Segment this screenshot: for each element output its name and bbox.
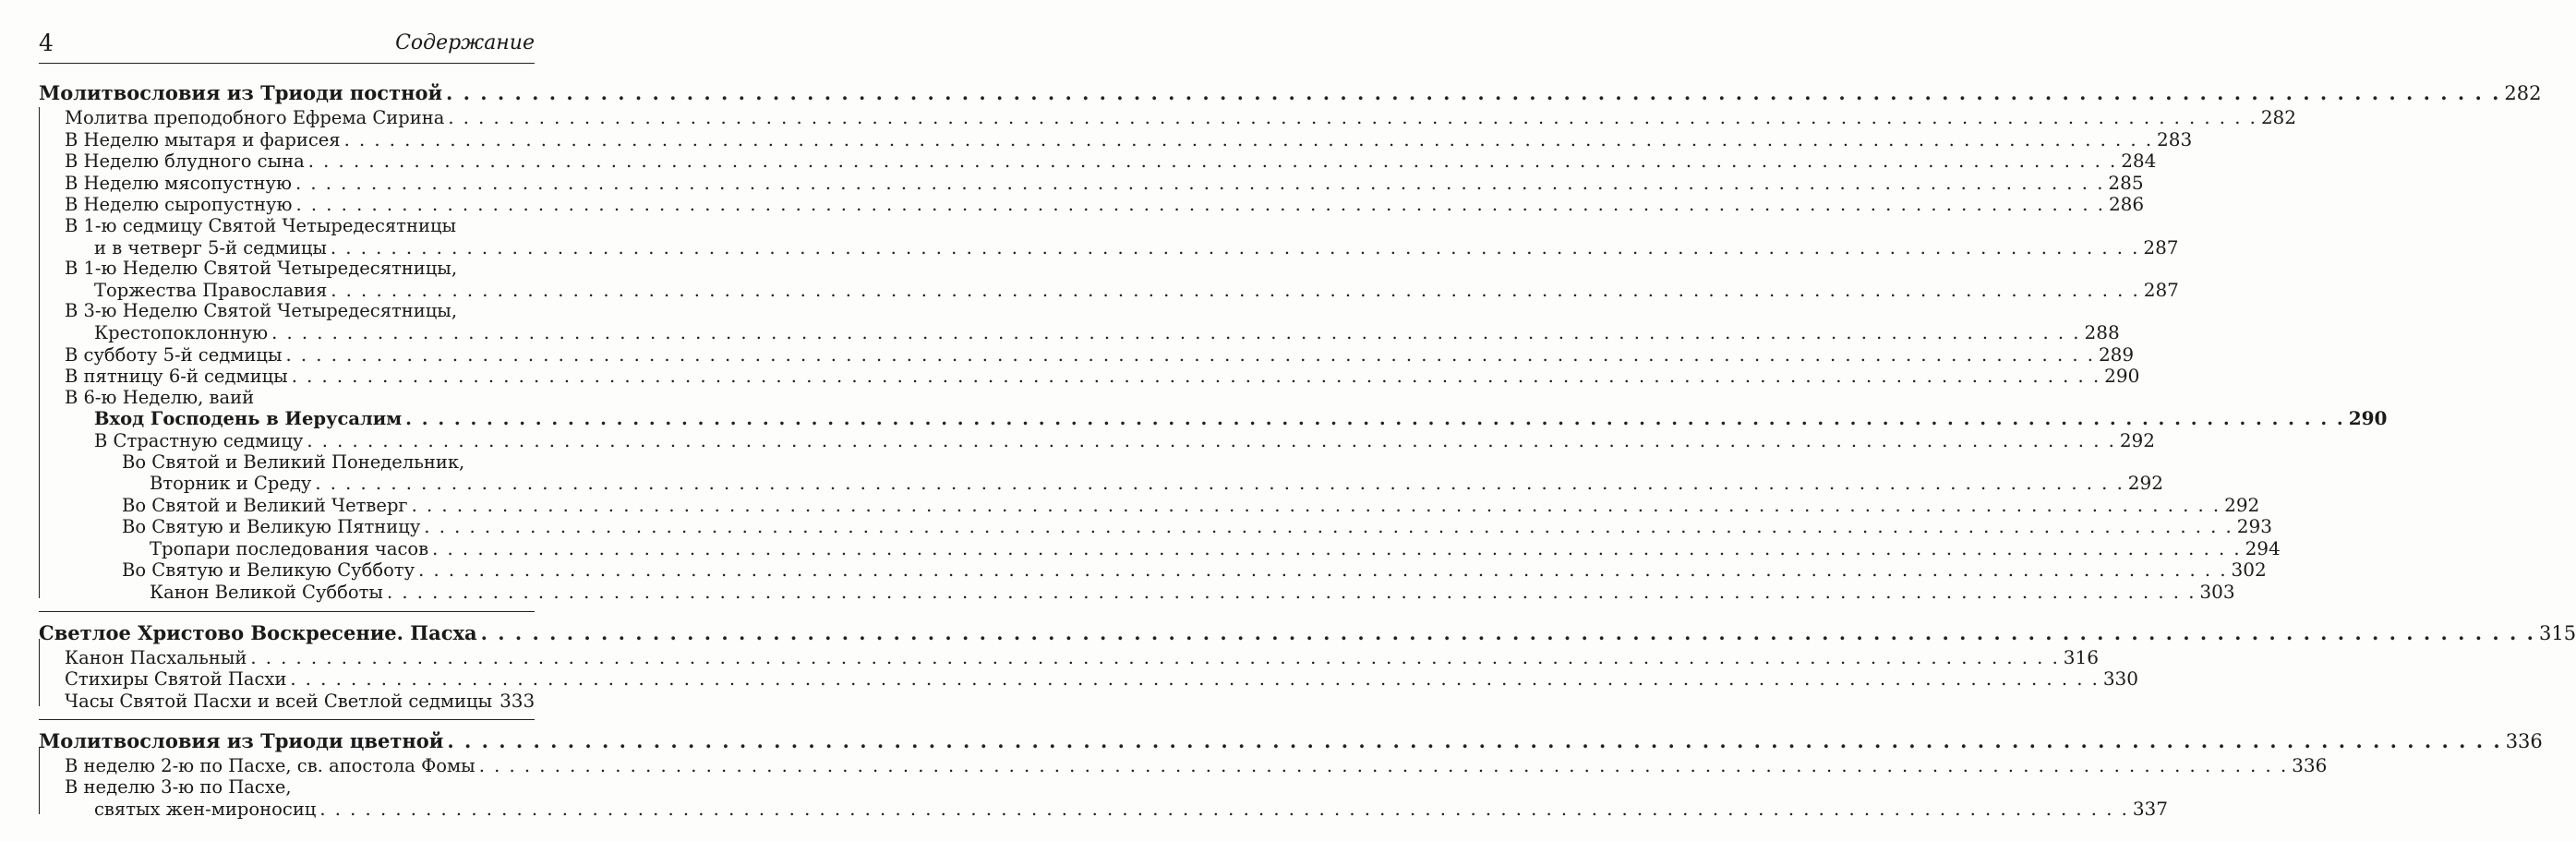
toc-entry[interactable] (39, 515, 2272, 538)
toc-entry[interactable] (39, 216, 535, 237)
toc-entry[interactable] (39, 536, 2281, 560)
toc-entry[interactable] (39, 559, 2267, 582)
dot-leader: . . . . . . . . . . . . . . . . . . . . . . . . . . . . . . . . . . . . . . . . . . . . . . . . . . . . . . . . . . . . . . . . . . . . . . . . . . . . . . . . . . . . . . . . . . . . . . . . . . . . . . . . . . . . . . . . . . . . . . . . (285, 343, 2095, 366)
toc-entry[interactable] (39, 258, 535, 280)
toc-entry[interactable] (39, 472, 2163, 495)
toc-entry[interactable] (39, 127, 2193, 151)
dot-leader: . . . . . . . . . . . . . . . . . . . . . . . . . . . . . . . . . . . . . . . . . . . . . . . . . . . . . . . . . . . . . . . . . . . . . . . . . . . . . . . . . . . . . . . . . . . . . . . . . . . . . . . . . . . . . . . . . . . . . . . . (295, 194, 2105, 216)
dot-leader: . . . . . . . . . . . . . . . . . . . . . . . . . . . . . . . . . . . . . . . . . . . . . . . . . . . . . . . . . . . . . . . . . . . . . . . . . . . . . . . . . . . . . . . . . . . . . . . . . . . . . . . . . . . . . . . . . . . . . . . . (307, 150, 2118, 173)
toc-entry[interactable] (39, 301, 535, 322)
toc-entry[interactable] (39, 645, 2099, 669)
entry-page: 293 (2236, 515, 2272, 538)
entry-title: В Неделю блудного сына (65, 150, 305, 173)
entry-page: 285 (2108, 171, 2144, 194)
heading-title: Молитвословия из Триоди цветной (39, 729, 444, 753)
entry-title: В пятницу 6-й седмицы (65, 366, 288, 388)
entry-title: Во Святой и Великий Четверг (122, 494, 408, 516)
dot-leader: . . . . . . . . . . . . . . . . . . . . . . . . . . . . . . . . . . . . . . . . . . . . . . . . . . . . . . . . . . . . . . . . . . . . . . . . . . . . . . . . . . . . . . . . . . . . . . . . . . . . . . . . . . . . . . . . . . . . . . . . (386, 582, 2197, 604)
toc-entry[interactable] (39, 365, 2140, 388)
entry-page: 303 (2199, 581, 2235, 604)
entry-title: Канон Великой Субботы (150, 582, 383, 604)
entry-page: 283 (2157, 127, 2193, 150)
dot-leader: . . . . . . . . . . . . . . . . . . . . . . . . . . . . . . . . . . . . . . . . . . . . . . . . . . . . . . . . . . . . . . . . . . . . . . . . . . . . . . . . . . . . . . . . . . . . . . . . . . . . . . . . . . . . . . . . . . . . . . . . (411, 494, 2221, 516)
entry-page: 290 (2348, 407, 2388, 430)
entry-page: 302 (2231, 559, 2267, 582)
entry-page: 333 (500, 689, 536, 712)
section-divider (39, 719, 535, 720)
entry-page: 292 (2127, 472, 2163, 495)
entry-title: и в четверг 5-й седмицы (94, 236, 327, 258)
toc-entry[interactable] (39, 235, 2179, 259)
header-rule (39, 63, 535, 64)
dot-leader: . . . . . . . . . . . . . . . . . . . . . . . . . . . . . . . . . . . . . . . . . . . . . . . . . . . . . . . . . . . . . . . . . . . . . . . . . . . . . . . . . . . . . . . . . . . . . . . . . . . . . . . . . . . . . . . . . . . . . . . . (315, 473, 2125, 495)
dot-leader: . . . . . . . . . . . . . . . . . . . . . . . . . . . . . . . . . . . . . . . . . . . . . . . . . . . . . . . . . . . . . . . . . . . . . . . . . . . . . . . . . . . . . . . . . . . . . . . . . . . . . . . . . . . . . . . . . . . . . . . . (418, 559, 2228, 582)
toc-entry[interactable] (39, 171, 2144, 195)
section-divider (39, 611, 535, 612)
entry-page: 284 (2121, 150, 2157, 173)
heading-page: 315 (2538, 621, 2576, 644)
entry-title: В субботу 5-й седмицы (65, 343, 283, 366)
dot-leader: . . . . . . . . . . . . . . . . . . . . . . . . . . . . . . . . . . . . . . . . . . . . . . . . . . . . . . . . . . . . . . . . . . . . . . . . . . . . . . . . . . . . . . . . . . . . . . . . . . . . . . . . . . . . . . . . . . . . . . . . (291, 366, 2101, 388)
entry-page: 337 (2132, 797, 2168, 820)
dot-leader: . . . . . . . . . . . . . . . . . . . . . . . . . . . . . . . . . . . . . . . . . . . . . . . . . . . . . . . . . . . . . . . . . . . . . . . . . . . . . . . . . . . . . . . . . . . . . . . . . . . . . . . . . . . . . . . . . . . . . . . . (331, 279, 2140, 301)
entry-page: 282 (2260, 106, 2296, 128)
entry-page: 288 (2084, 320, 2120, 343)
toc-entry[interactable] (39, 278, 2179, 302)
entry-title: В Неделю мытаря и фарисея (65, 128, 341, 150)
toc-section-heading[interactable] (39, 79, 2542, 107)
entry-title: Часы Святой Пасхи и всей Светлой седмицы (65, 690, 493, 712)
entry-title: Вторник и Среду (150, 473, 312, 495)
page-header (39, 28, 535, 61)
entry-title: Тропари последования часов (150, 537, 429, 559)
entry-title: В Страстную седмицу (94, 429, 304, 451)
entry-title: Во Святую и Великую Субботу (122, 559, 415, 582)
entry-page: 316 (2063, 645, 2099, 668)
toc-section (39, 79, 2542, 604)
toc-entry[interactable] (39, 667, 2139, 691)
entry-page: 287 (2143, 278, 2179, 301)
entry-title: святых жен-мироносиц (94, 798, 317, 820)
heading-title: Светлое Христово Воскресение. Пасха (39, 620, 477, 644)
entry-title: Торжества Православия (94, 279, 328, 301)
entry-title: В 6-ю Неделю, ваий (65, 386, 255, 408)
entry-title: Крестопоклонную (94, 321, 269, 343)
entry-title: Молитва преподобного Ефрема Сирина (65, 107, 445, 128)
dot-leader: . . . . . . . . . . . . . . . . . . . . . . . . . . . . . . . . . . . . . . . . . . . . . . . . . . . . . . . . . . . . . . . . . . . . . . . . . . . . . . . . . . . . . . . . . . . . . . . . . . . . . . . . . . . . . . . . . . . . . . . . (330, 236, 2140, 258)
entry-page: 292 (2119, 428, 2155, 451)
dot-leader: . . . . . . . . . . . . . . . . . . . . . . . . . . . . . . . . . . . . . . . . . . . . . . . . . . . . . . . . . . . . . . . . . . . . . . . . . . . . . . . . . . . . . . . . . . . . . . . . . . . . . . . . . . . . . . . . . . . . . . . . (424, 516, 2233, 538)
dot-leader: . . . . . . . . . . . . . . . . . . . . . . . . . . . . . . . . . . . . . . . . . . . . . . . . . . . . . . . . . . . . . . . . . . . . . . . . . . . . . . . . . . . . . . . . . . . . . . . . . . . . . . . . . . . . . . . . . . . . . . . . (290, 668, 2100, 691)
toc-entry[interactable] (39, 691, 535, 713)
entry-page: 294 (2245, 536, 2281, 559)
entry-title: Стихиры Святой Пасхи (65, 668, 287, 691)
entry-title: Канон Пасхальный (65, 646, 247, 668)
toc-entry[interactable] (39, 581, 2235, 604)
toc-entry[interactable] (39, 320, 2120, 344)
dot-leader: . . . . . . . . . . . . . . . . . . . . . . . . . . . . . . . . . . . . . . . . . . . . . . . . . . . . . . . . . . . . . . . . . . . . . . . . . . . . . . . . . . . . . . . . . . . . . . . . . . . . . . . . . . . . . . . . . . . . . . . . (405, 408, 2345, 430)
page-number: 4 (39, 30, 54, 56)
dot-leader: . . . . . . . . . . . . . . . . . . . . . . . . . . . . . . . . . . . . . . . . . . . . . . . . . . . . . . . . . . . . . . . . . . . . . . . . . . . . . . . . . . . . . . . . . . . . . . . . . . . . . . . . . . . . . . . . . . . . . . . . (432, 537, 2242, 559)
table-of-contents (39, 79, 2576, 820)
dot-leader: . . . . . . . . . . . . . . . . . . . . . . . . . . . . . . . . . . . . . . . . . . . . . . . . . . . . . . . . . . . . . . . . . . . . . . . . . . . . . . . . . . . . . . . . . . . . . . . . . . . . . . . . . . . . . . . . . . . . . . . . (446, 81, 2501, 104)
entry-page: 286 (2108, 193, 2145, 216)
toc-entry[interactable] (39, 388, 535, 409)
dot-leader: . . . . . . . . . . . . . . . . . . . . . . . . . . . . . . . . . . . . . . . . . . . . . . . . . . . . . . . . . . . . . . . . . . . . . . . . . . . . . . . . . . . . . . . . . . . . . . . . . . . . . . . . . . . . . . . . . . . . . . . . (271, 321, 2081, 343)
entry-title: В неделю 3-ю по Пасхе, (65, 776, 292, 799)
entry-title: В Неделю мясопустную (65, 172, 292, 194)
entry-page: 330 (2102, 667, 2139, 691)
toc-section-heading[interactable] (39, 619, 2576, 647)
toc-section (39, 719, 2543, 820)
toc-entry[interactable] (39, 797, 2168, 821)
entry-page: 287 (2143, 235, 2179, 258)
section-side-rule (39, 107, 40, 598)
dot-leader: . . . . . . . . . . . . . . . . . . . . . . . . . . . . . . . . . . . . . . . . . . . . . . . . . . . . . . . . . . . . . . . . . . . . . . . . . . . . . . . . . . . . . . . . . . . . . . . . . . . . . . . . . . . . . . . . . . . . . . . . (295, 172, 2105, 194)
toc-entry[interactable] (39, 407, 2388, 430)
dot-leader: . . . . . . . . . . . . . . . . . . . . . . . . . . . . . . . . . . . . . . . . . . . . . . . . . . . . . . . . . . . . . . . . . . . . . . . . . . . . . . . . . . . . . . . . . . . . . . . . . . . . . . . . . . . . . . . . . . . . . . . . (343, 128, 2154, 150)
entry-page: 292 (2224, 493, 2260, 516)
section-side-rule (39, 639, 40, 707)
heading-page: 282 (2504, 82, 2542, 104)
heading-title: Молитвословия из Триоди постной (39, 81, 443, 104)
entry-page: 290 (2104, 365, 2140, 388)
toc-entry[interactable] (39, 193, 2145, 216)
dot-leader: . . . . . . . . . . . . . . . . . . . . . . . . . . . . . . . . . . . . . . . . . . . . . . . . . . . . . . . . . . . . . . . . . . . . . . . . . . . . . . . . . . . . . . . . . . . . . . . . . . . . . . . . . . . . . . . . . . . . . . . . (448, 107, 2257, 128)
entry-title: Вход Господень в Иерусалим (94, 408, 403, 430)
entry-title: В Неделю сыропустную (65, 194, 293, 216)
entry-title: В неделю 2-ю по Пасхе, св. апостола Фомы (65, 755, 475, 777)
entry-title: Во Святой и Великий Понедельник, (122, 451, 465, 473)
entry-title: В 3-ю Неделю Святой Четыредесятницы, (65, 300, 458, 322)
toc-entry[interactable] (39, 150, 2157, 173)
toc-entry[interactable] (39, 493, 2260, 517)
entry-title: В 1-ю седмицу Святой Четыредесятницы (65, 214, 457, 236)
entry-title: В 1-ю Неделю Святой Четыредесятницы, (65, 258, 458, 280)
toc-entry[interactable] (39, 428, 2155, 452)
entry-page: 289 (2098, 342, 2135, 366)
toc-entry[interactable] (39, 754, 2328, 777)
entry-page: 336 (2292, 754, 2328, 777)
toc-section (39, 611, 2576, 713)
entry-title: Во Святую и Великую Пятницу (122, 516, 421, 538)
dot-leader: . . . . . . . . . . . . . . . . . . . . . . . . . . . . . . . . . . . . . . . . . . . . . . . . . . . . . . . . . . . . . . . . . . . . . . . . . . . . . . . . . . . . . . . . . . . . . . . . . . . . . . . . . . . . . . . . . . . . . . . . (307, 429, 2116, 451)
dot-leader: . . . . . . . . . . . . . . . . . . . . . . . . . . . . . . . . . . . . . . . . . . . . . . . . . . . . . . . . . . . . . . . . . . . . . . . . . . . . . . . . . . . . . . . . . . . . . . . . . . . . . . . . . . . . . . . . . . . . . . . . (250, 646, 2060, 668)
toc-entry[interactable] (39, 452, 535, 474)
running-title: Содержание (395, 31, 535, 54)
toc-entry[interactable] (39, 342, 2135, 366)
dot-leader: . . . . . . . . . . . . . . . . . . . . . . . . . . . . . . . . . . . . . . . . . . . . . . . . . . . . . . . . . . . . . . . . . . . . . . . . . . . . . . . . . . . . . . . . . . . . . . . . . . . . . . . . . . . . . . . . . . . . . . . . (447, 729, 2502, 753)
dot-leader: . . . . . . . . . . . . . . . . . . . . . . . . . . . . . . . . . . . . . . . . . . . . . . . . . . . . . . . . . . . . . . . . . . . . . . . . . . . . . . . . . . . . . . . . . . . . . . . . . . . . . . . . . . . . . . . . . . . . . . . . (480, 620, 2535, 644)
toc-section-heading[interactable] (39, 727, 2543, 755)
dot-leader: . . . . . . . . . . . . . . . . . . . . . . . . . . . . . . . . . . . . . . . . . . . . . . . . . . . . . . . . . . . . . . . . . . . . . . . . . . . . . . . . . . . . . . . . . . . . . . . . . . . . . . . . . . . . . . . . . . . . . . . . (478, 755, 2289, 777)
toc-entry[interactable] (39, 777, 535, 799)
dot-leader: . . . . . . . . . . . . . . . . . . . . . . . . . . . . . . . . . . . . . . . . . . . . . . . . . . . . . . . . . . . . . . . . . . . . . . . . . . . . . . . . . . . . . . . . . . . . . . . . . . . . . . . . . . . . . . . . . . . . . . . . (319, 798, 2129, 820)
section-side-rule (39, 747, 40, 814)
heading-page: 336 (2505, 730, 2543, 753)
toc-entry[interactable] (39, 106, 2296, 129)
